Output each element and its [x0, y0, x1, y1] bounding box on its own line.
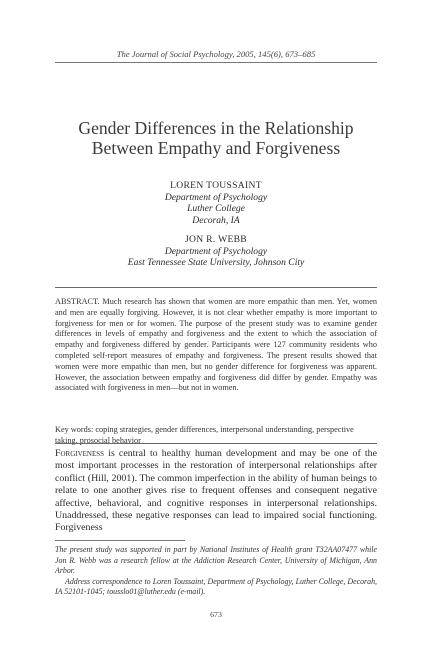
abstract-bottom-rule — [55, 443, 377, 444]
abstract-label: ABSTRACT. — [55, 297, 100, 306]
footnote-rule — [55, 540, 185, 541]
page-number: 673 — [210, 610, 222, 619]
header-rule — [55, 62, 377, 63]
author-2-block — [40, 234, 392, 269]
abstract-text: Much research has shown that women are more empathic than men. Yet, women and men are equally forgiving. However, it is not clear whether empathy is more important to forgiveness for men or for women. The purpose of the present study was to examine gender differences in levels of empathy and forgiveness and the extent to which the association of empathy and forgiveness differed by gender. Participants were 127 community residents who completed self-report measures of empathy and forgiveness. The present results showed that women were more empathic than men, but no gender difference for forgiveness was apparent. However, the association between empathy and forgiveness did differ by gender. Empathy was associated with forgiveness in men—but not in women. — [55, 297, 378, 393]
title-line-1: Gender Differences in the Relationship — [78, 118, 354, 138]
title-line-2: Between Empathy and Forgiveness — [91, 138, 341, 158]
author-1-institution: Luther College — [187, 203, 245, 214]
keywords-label: Key words: — [55, 425, 94, 434]
author-2-name: JON R. WEBB — [184, 234, 248, 245]
author-2-dept: Department of Psychology — [164, 245, 268, 257]
footnotes — [55, 545, 377, 598]
author-1-dept: Department of Psychology — [164, 191, 268, 203]
article-title — [40, 118, 392, 158]
author-1-location: Decorah, IA — [192, 214, 240, 226]
footnote-address: Address correspondence to Loren Toussaint, Department of Psychology, Luther College, Decorah, IA 52101-1045; tousslo01@luther.edu (e-mail). — [55, 576, 377, 596]
abstract-top-rule — [55, 287, 377, 288]
abstract — [55, 297, 377, 394]
footnote-support: The present study was supported in part by National Institutes of Health grant T32AA07477 while Jon R. Webb was a research fellow at the Addiction Research Center, University of Michigan, Ann Arbor. — [55, 545, 377, 575]
body-text — [55, 448, 377, 535]
author-1-name: LOREN TOUSSAINT — [170, 180, 262, 191]
body-paragraph: is central to healthy human development and may be one of the most important processes in the restoration of interpersonal relationships after conflict (Hill, 2001). The common imperfection in the ability of human beings to relate to one another gives rise to frequent offenses and consequent negative affective, behavioral, and cognitive responses in interpersonal relationships. Unaddressed, these negative responses can lead to impaired social functioning. Forgiveness — [55, 448, 377, 534]
author-2-institution: East Tennessee State University, Johnson City — [127, 257, 305, 268]
body-lead-word: Forgiveness — [55, 448, 105, 459]
keywords-text: coping strategies, gender differences, interpersonal understanding, perspective taking, prosocial behavior — [55, 425, 354, 445]
author-1-block — [40, 180, 392, 226]
running-head: The Journal of Social Psychology, 2005, 145(6), 673–685 — [116, 49, 316, 59]
